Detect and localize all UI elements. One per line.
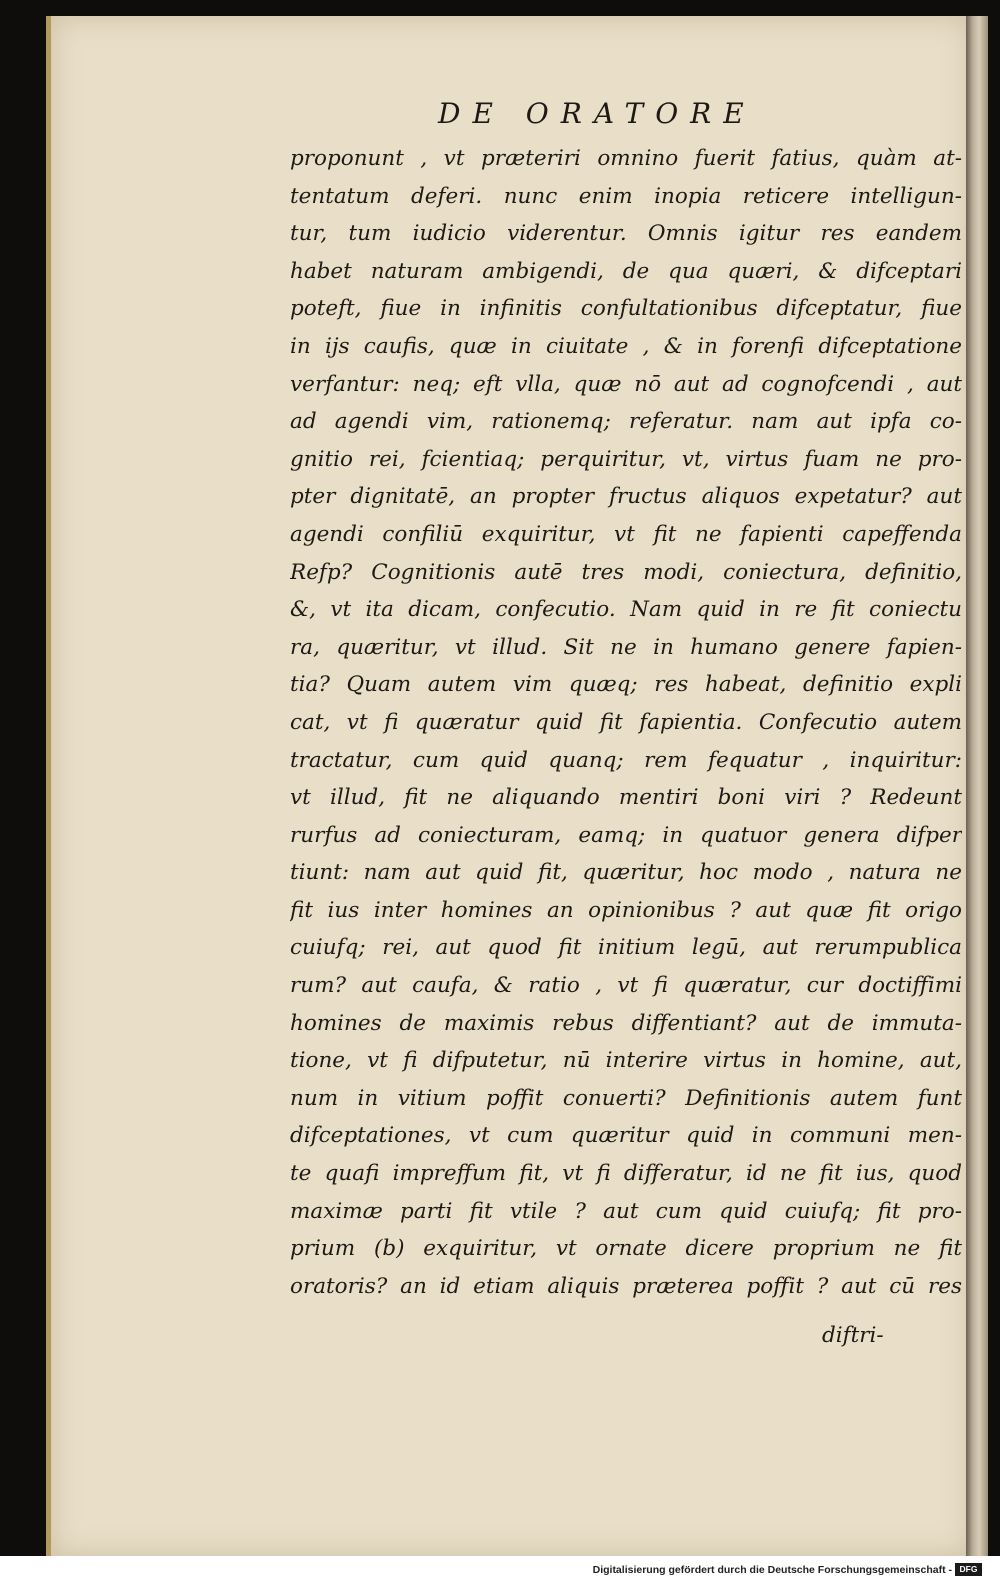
text-line: agendi confiliū exquiritur, vt fit ne fapienti capeffenda xyxy=(290,521,962,547)
text-line: tia? Quam autem vim quæq; res habeat, definitio expli xyxy=(290,672,962,698)
dfg-logo: DFG xyxy=(955,1563,982,1576)
page-edge xyxy=(966,16,988,1556)
catchword: diftri- xyxy=(822,1323,884,1348)
text-line: Refp? Cognitionis autē tres modi, coniectura, definitio, xyxy=(290,559,962,585)
text-line: pter dignitatē, an propter fructus aliquos expetatur? aut xyxy=(290,484,962,510)
text-line: ad agendi vim, rationemq; referatur. nam aut ipfa co- xyxy=(290,409,962,435)
body-text xyxy=(290,140,962,1305)
text-line: tentatum deferi. nunc enim inopia reticere intelligun- xyxy=(290,183,962,209)
running-head: DE ORATORE xyxy=(438,97,756,130)
text-line: oratoris? an id etiam aliquis præterea poffit ? aut cū res xyxy=(290,1273,962,1299)
text-line: &, vt ita dicam, confecutio. Nam quid in re fit coniectu xyxy=(290,597,962,623)
text-line: fit ius inter homines an opinionibus ? aut quæ fit origo xyxy=(290,897,962,923)
text-line: vt illud, fit ne aliquando mentiri boni viri ? Redeunt xyxy=(290,785,962,811)
text-line: difceptationes, vt cum quæritur quid in communi men- xyxy=(290,1123,962,1149)
footer-credit: Digitalisierung gefördert durch die Deutsche Forschungsgemeinschaft - xyxy=(592,1564,952,1576)
text-line: cuiufq; rei, aut quod fit initium legū, aut rerumpublica xyxy=(290,935,962,961)
text-line: rum? aut caufa, & ratio , vt fi quæratur, cur doctiffimi xyxy=(290,973,962,999)
text-line: rurfus ad coniecturam, eamq; in quatuor genera difper xyxy=(290,822,962,848)
text-line: maximæ parti fit vtile ? aut cum quid cuiufq; fit pro- xyxy=(290,1198,962,1224)
text-line: poteft, fiue in infinitis confultationibus difceptatur, fiue xyxy=(290,296,962,322)
text-line: homines de maximis rebus diffentiant? aut de immuta- xyxy=(290,1010,962,1036)
text-line: tur, tum iudicio viderentur. Omnis igitur res eandem xyxy=(290,221,962,247)
text-line: tione, vt fi difputetur, nū interire virtus in homine, aut, xyxy=(290,1048,962,1074)
text-line: cat, vt fi quæratur quid fit fapientia. Confecutio autem xyxy=(290,709,962,735)
text-line: verfantur: neq; eft vlla, quæ nō aut ad cognofcendi , aut xyxy=(290,371,962,397)
text-line: gnitio rei, fcientiaq; perquiritur, vt, virtus fuam ne pro- xyxy=(290,446,962,472)
text-line: habet naturam ambigendi, de qua quæri, & difceptari xyxy=(290,258,962,284)
text-line: tiunt: nam aut quid fit, quæritur, hoc modo , natura ne xyxy=(290,860,962,886)
text-line: tractatur, cum quid quanq; rem fequatur , inquiritur: xyxy=(290,747,962,773)
text-line: te quafi impreffum fit, vt fi differatur, id ne fit ius, quod xyxy=(290,1161,962,1187)
text-line: num in vitium poffit conuerti? Definitionis autem funt xyxy=(290,1085,962,1111)
text-line: in ijs caufis, quæ in ciuitate , & in forenfi difceptatione xyxy=(290,333,962,359)
text-line: prium (b) exquiritur, vt ornate dicere proprium ne fit xyxy=(290,1236,962,1262)
text-line: ra, quæritur, vt illud. Sit ne in humano genere fapien- xyxy=(290,634,962,660)
text-line: proponunt , vt præteriri omnino fuerit fatius, quàm at- xyxy=(290,146,962,171)
footer-bar xyxy=(0,1556,1000,1586)
